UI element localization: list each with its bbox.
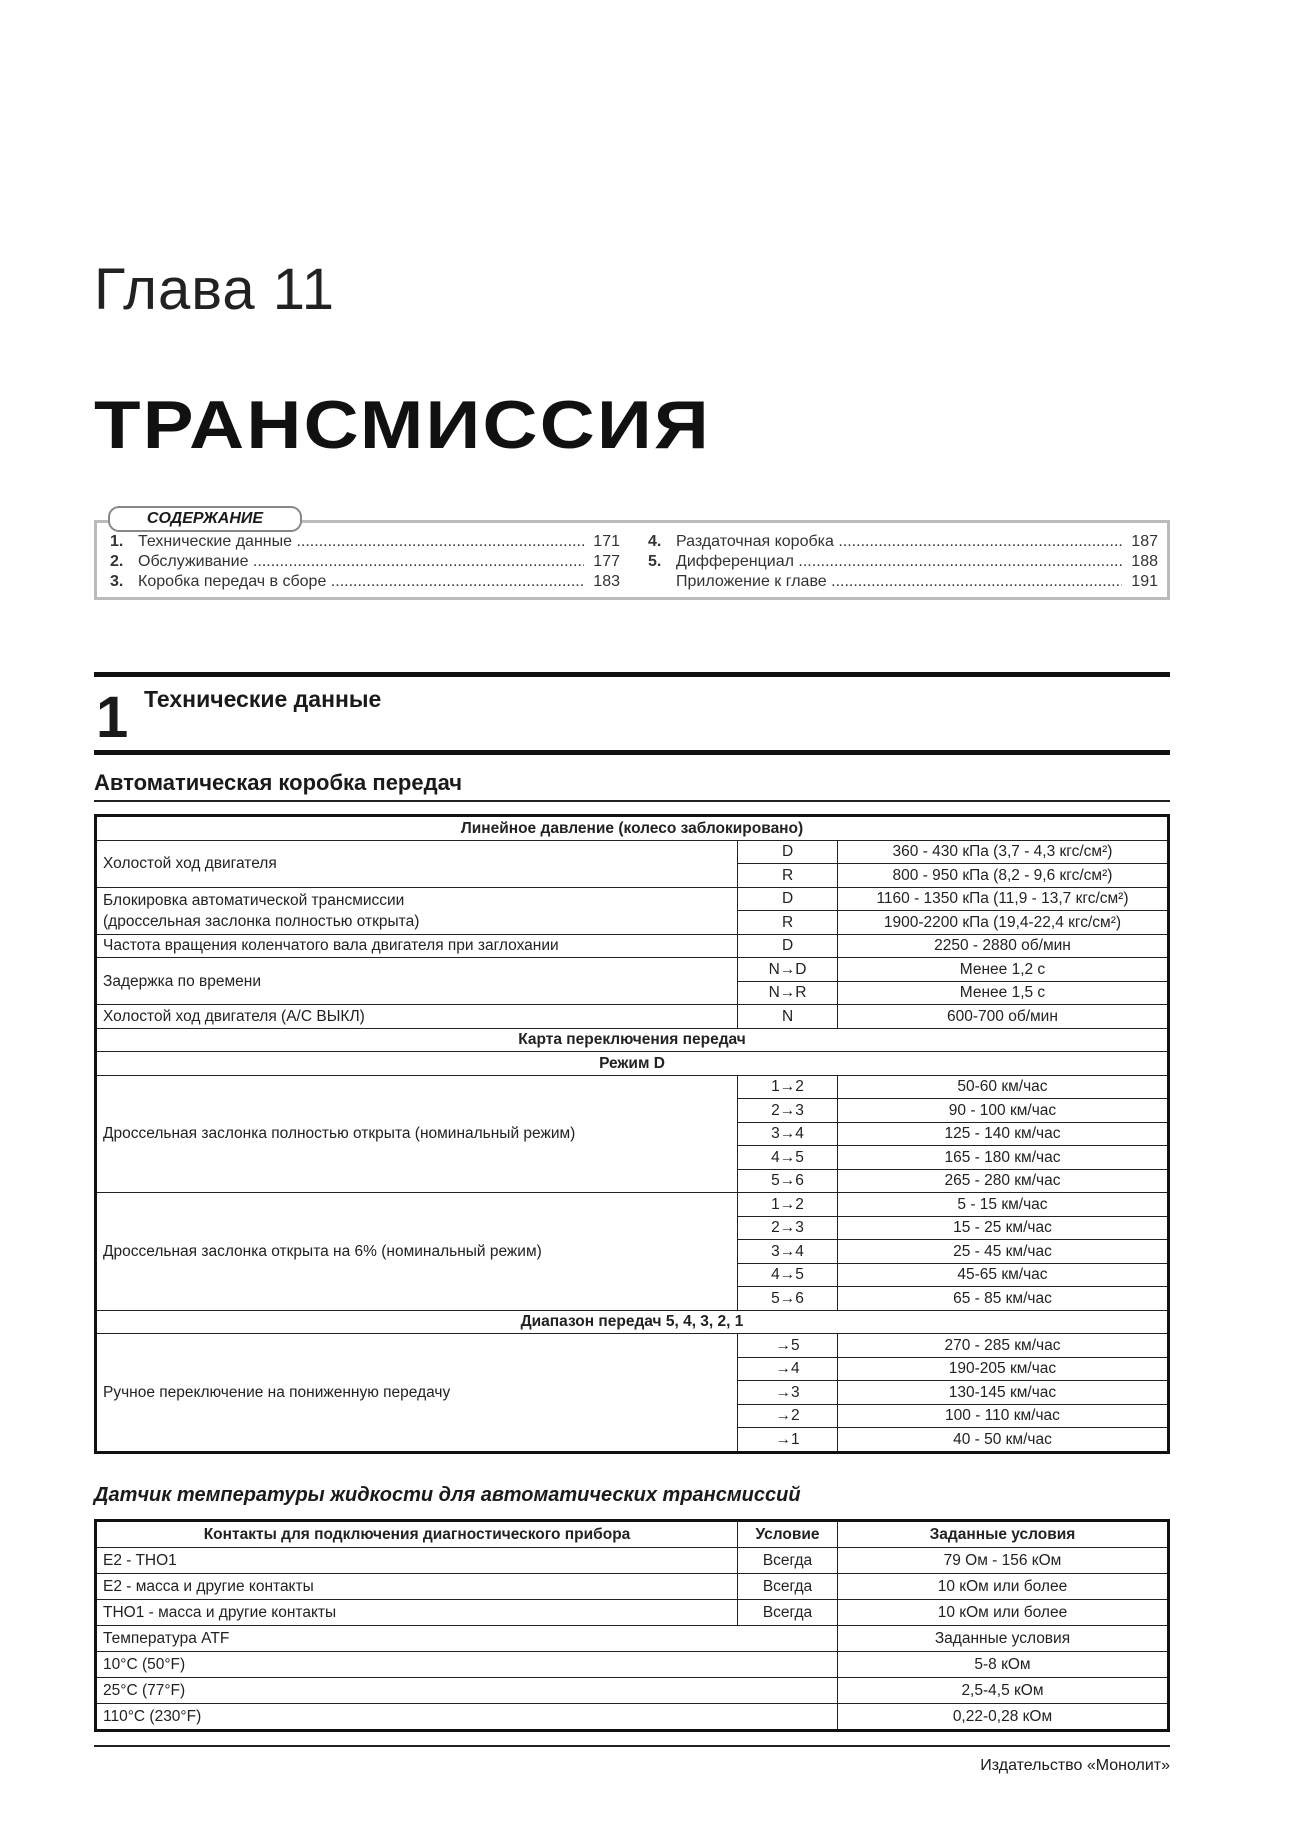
table-row — [96, 1334, 1169, 1358]
cell-line: (дроссельная заслонка полностью открыта) — [103, 912, 420, 930]
transmission-spec-table — [94, 814, 1170, 1454]
chapter-label: Глава 11 — [94, 257, 335, 322]
table-section-header: Линейное давление (колесо заблокировано) — [96, 816, 1169, 841]
table-cell: 3→4 — [738, 1122, 838, 1146]
table-row — [96, 840, 1169, 864]
toc-entry-text: Раздаточная коробка ..... — [676, 532, 1122, 552]
table-row — [96, 1005, 1169, 1029]
table-row — [96, 1600, 1169, 1626]
table-row — [96, 1310, 1169, 1334]
toc-entry-text: Обслуживание ..... — [138, 552, 584, 572]
table-row — [96, 1626, 1169, 1652]
table-cell: 2→3 — [738, 1099, 838, 1123]
table-cell: 165 - 180 км/час — [837, 1146, 1168, 1170]
table-cell: Менее 1,2 с — [837, 958, 1168, 982]
table-cell: 600-700 об/мин — [837, 1005, 1168, 1029]
table-cell: Холостой ход двигателя — [96, 840, 738, 887]
toc-entry-text: Технические данные ..... — [138, 532, 584, 552]
table-cell: 2,5-4,5 кОм — [837, 1678, 1168, 1704]
table-cell: 130-145 км/час — [837, 1381, 1168, 1405]
table-cell: 5-8 кОм — [837, 1652, 1168, 1678]
table-section-header: Карта переключения передач — [96, 1028, 1169, 1052]
toc-entry-page: 177 — [593, 553, 620, 570]
table-cell: 5→6 — [738, 1169, 838, 1193]
table-cell: Дроссельная заслонка полностью открыта (номинальный режим) — [96, 1075, 738, 1193]
table-cell — [96, 887, 738, 934]
table-cell: →2 — [738, 1404, 838, 1428]
table-cell: 4→5 — [738, 1263, 838, 1287]
table-cell: 800 - 950 кПа (8,2 - 9,6 кгс/см²) — [837, 864, 1168, 888]
table-cell: N→D — [738, 958, 838, 982]
toc-entry[interactable] — [648, 532, 1158, 552]
table-cell: 270 - 285 км/час — [837, 1334, 1168, 1358]
table-cell: N — [738, 1005, 838, 1029]
table-section-header: Диапазон передач 5, 4, 3, 2, 1 — [96, 1310, 1169, 1334]
sensor-table-title: Датчик температуры жидкости для автоматических трансмиссий — [94, 1484, 801, 1506]
toc-entry-number: 4. — [648, 533, 662, 550]
table-cell: Всегда — [738, 1548, 838, 1574]
table-cell: →5 — [738, 1334, 838, 1358]
table-cell: Дроссельная заслонка открыта на 6% (номинальный режим) — [96, 1193, 738, 1311]
table-cell: 4→5 — [738, 1146, 838, 1170]
toc-entry[interactable] — [110, 532, 620, 552]
table-cell: 2250 - 2880 об/мин — [837, 934, 1168, 958]
table-cell: Холостой ход двигателя (A/C ВЫКЛ) — [96, 1005, 738, 1029]
table-cell: 265 - 280 км/час — [837, 1169, 1168, 1193]
toc-left-column — [110, 532, 620, 592]
table-cell: Задержка по времени — [96, 958, 738, 1005]
toc-entry-page: 187 — [1131, 533, 1158, 550]
table-cell: 90 - 100 км/час — [837, 1099, 1168, 1123]
column-header: Условие — [738, 1521, 838, 1548]
table-cell: E2 - масса и другие контакты — [96, 1574, 738, 1600]
toc-right-column — [648, 532, 1158, 592]
table-cell: Заданные условия — [837, 1626, 1168, 1652]
table-cell: 190-205 км/час — [837, 1357, 1168, 1381]
toc-entry-page: 188 — [1131, 553, 1158, 570]
table-cell: →4 — [738, 1357, 838, 1381]
table-cell: THO1 - масса и другие контакты — [96, 1600, 738, 1626]
table-cell: 100 - 110 км/час — [837, 1404, 1168, 1428]
table-row — [96, 934, 1169, 958]
table-cell: 110°C (230°F) — [96, 1704, 838, 1731]
table-row — [96, 1574, 1169, 1600]
toc-entry-number: 5. — [648, 553, 662, 570]
cell-line: Блокировка автоматической трансмиссии — [103, 891, 405, 909]
table-cell: 1160 - 1350 кПа (11,9 - 13,7 кгс/см²) — [837, 887, 1168, 911]
table-cell: Всегда — [738, 1574, 838, 1600]
table-cell: 79 Ом - 156 кОм — [837, 1548, 1168, 1574]
table-header-row — [96, 1521, 1169, 1548]
table-cell: 0,22-0,28 кОм — [837, 1704, 1168, 1731]
table-cell: 25°C (77°F) — [96, 1678, 838, 1704]
table-cell: 40 - 50 км/час — [837, 1428, 1168, 1453]
table-cell: 1900-2200 кПа (19,4-22,4 кгс/см²) — [837, 911, 1168, 935]
table-cell: 15 - 25 км/час — [837, 1216, 1168, 1240]
subsection-title: Автоматическая коробка передач — [94, 770, 463, 795]
table-cell: N→R — [738, 981, 838, 1005]
table-cell: Менее 1,5 с — [837, 981, 1168, 1005]
table-cell: 50-60 км/час — [837, 1075, 1168, 1099]
table-section-header: Режим D — [96, 1052, 1169, 1076]
table-row — [96, 1678, 1169, 1704]
table-cell: E2 - THO1 — [96, 1548, 738, 1574]
table-cell: →3 — [738, 1381, 838, 1405]
table-cell: 5 - 15 км/час — [837, 1193, 1168, 1217]
table-cell: Температура ATF — [96, 1626, 838, 1652]
toc-entry-text: Приложение к главе ..... — [676, 572, 1122, 592]
table-cell: 10°C (50°F) — [96, 1652, 838, 1678]
table-cell: 3→4 — [738, 1240, 838, 1264]
toc-entry-text: Дифференциал ..... — [676, 552, 1122, 572]
table-cell: 125 - 140 км/час — [837, 1122, 1168, 1146]
table-cell: 10 кОм или более — [837, 1574, 1168, 1600]
toc-heading: СОДЕРЖАНИЕ — [108, 506, 302, 532]
column-header: Заданные условия — [837, 1521, 1168, 1548]
table-cell: 1→2 — [738, 1193, 838, 1217]
toc-entry[interactable] — [110, 552, 620, 572]
column-header: Контакты для подключения диагностического прибора — [96, 1521, 738, 1548]
toc-entry-page: 171 — [593, 533, 620, 550]
table-row — [96, 1052, 1169, 1076]
table-cell: Всегда — [738, 1600, 838, 1626]
table-cell: 65 - 85 км/час — [837, 1287, 1168, 1311]
table-row — [96, 1548, 1169, 1574]
table-cell: →1 — [738, 1428, 838, 1453]
toc-entry-number: 1. — [110, 533, 124, 550]
section-bottom-rule — [94, 750, 1170, 755]
sensor-spec-table — [94, 1519, 1170, 1732]
toc-entry-text: Коробка передач в сборе ..... — [138, 572, 584, 592]
table-cell: D — [738, 887, 838, 911]
table-cell: D — [738, 934, 838, 958]
table-cell: 5→6 — [738, 1287, 838, 1311]
table-cell: D — [738, 840, 838, 864]
table-cell: 2→3 — [738, 1216, 838, 1240]
table-row — [96, 1075, 1169, 1099]
toc-entry-number: 2. — [110, 553, 124, 570]
subsection-rule — [94, 800, 1170, 802]
table-row — [96, 1704, 1169, 1731]
toc-entry-number: 3. — [110, 573, 124, 590]
section-number: 1 — [96, 685, 129, 750]
toc-entry[interactable] — [648, 552, 1158, 572]
footer-rule — [94, 1745, 1170, 1747]
table-cell: R — [738, 864, 838, 888]
section-title: Технические данные — [144, 686, 382, 712]
section-top-rule — [94, 672, 1170, 677]
table-cell: 10 кОм или более — [837, 1600, 1168, 1626]
table-cell: 45-65 км/час — [837, 1263, 1168, 1287]
table-cell: Частота вращения коленчатого вала двигателя при заглохании — [96, 934, 738, 958]
table-row — [96, 1028, 1169, 1052]
table-cell: 25 - 45 км/час — [837, 1240, 1168, 1264]
table-row — [96, 1652, 1169, 1678]
publisher-footer: Издательство «Монолит» — [980, 1757, 1170, 1774]
page-title: ТРАНСМИССИЯ — [94, 387, 711, 463]
table-row — [96, 1193, 1169, 1217]
toc-entry-page: 183 — [593, 573, 620, 590]
table-cell: 1→2 — [738, 1075, 838, 1099]
toc-entry[interactable] — [648, 572, 1158, 592]
table-cell: R — [738, 911, 838, 935]
toc-entry[interactable] — [110, 572, 620, 592]
table-row — [96, 958, 1169, 982]
table-row — [96, 816, 1169, 841]
toc-entry-number — [648, 572, 676, 592]
table-row — [96, 887, 1169, 911]
table-cell: 360 - 430 кПа (3,7 - 4,3 кгс/см²) — [837, 840, 1168, 864]
table-cell: Ручное переключение на пониженную передачу — [96, 1334, 738, 1453]
toc-entry-page: 191 — [1131, 573, 1158, 590]
